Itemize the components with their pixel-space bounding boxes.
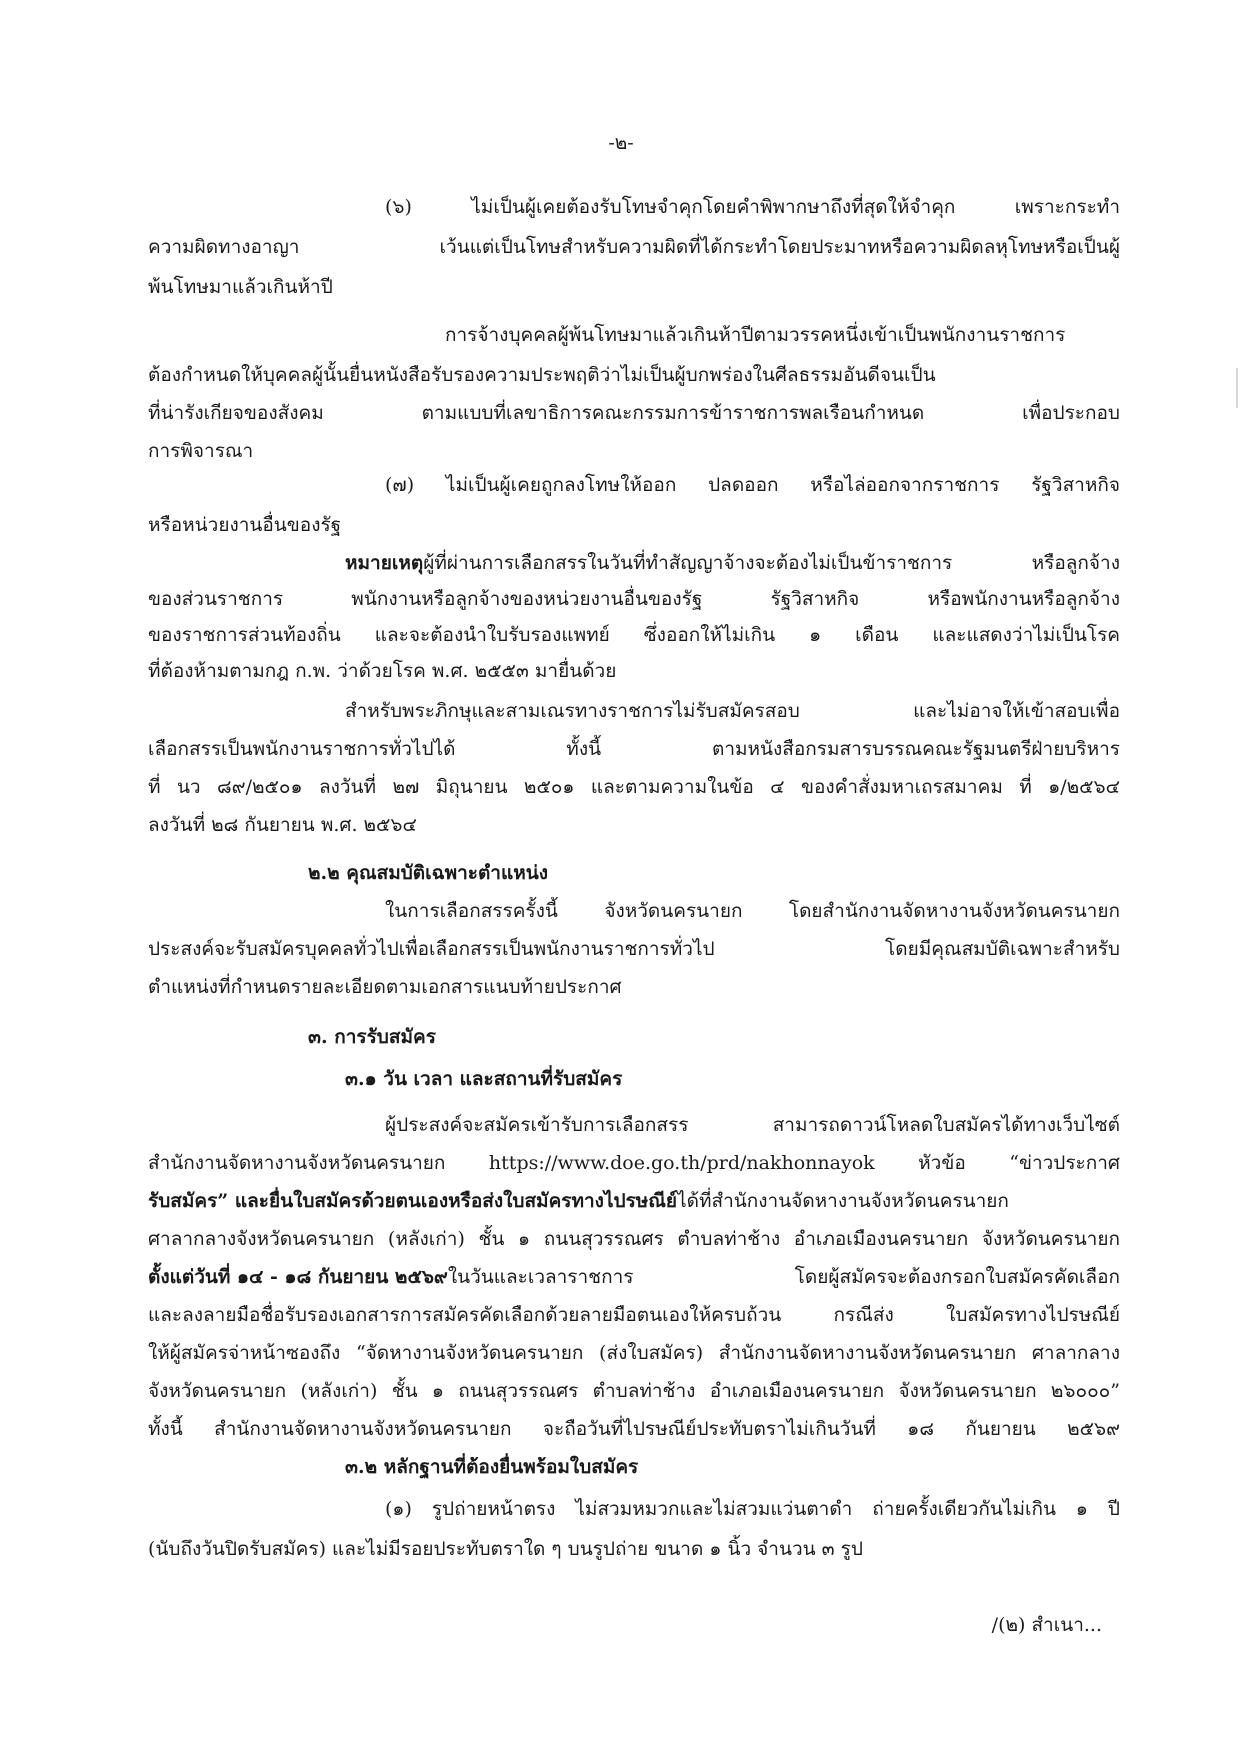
para6b-line4: การพิจารณา [148,440,254,462]
monk-line2: เลือกสรรเป็นพนักงานราชการทั่วไปได้ ทั้งนี้ ตามหนังสือกรมสารบรรณคณะรัฐมนตรีฝ่ายบริหาร [148,738,1120,760]
s22-line1: ในการเลือกสรรครั้งนี้ จังหวัดนครนายก โดยสำนักงานจัดหางานจังหวัดนครนายก [385,900,1120,922]
s31-line5 [148,1262,1120,1292]
s31-line5-dates: ตั้งแต่วันที่ ๑๔ - ๑๘ กันยายน ๒๕๖๙ [148,1266,448,1288]
s32-line2: (นับถึงวันปิดรับสมัคร) และไม่มีรอยประทับตราใด ๆ บนรูปถ่าย ขนาด ๑ นิ้ว จำนวน ๓ รูป [148,1538,863,1560]
para7-line2: หรือหน่วยงานอื่นของรัฐ [148,514,342,536]
para6-line3: พ้นโทษมาแล้วเกินห้าปี [148,276,333,298]
note-label: หมายเหตุ [345,552,424,574]
s31-line6: และลงลายมือชื่อรับรองเอกสารการสมัครคัดเลือกด้วยลายมือตนเองให้ครบถ้วน กรณีส่ง ใบสมัครทางไปรษณีย์ [148,1304,1120,1326]
s22-line3: ตำแหน่งที่กำหนดรายละเอียดตามเอกสารแนบท้ายประกาศ [148,976,622,998]
note-text: ผู้ที่ผ่านการเลือกสรรในวันที่ทำสัญญาจ้างจะต้องไม่เป็นข้าราชการ หรือลูกจ้าง [423,552,1120,574]
para6b-line1: การจ้างบุคคลผู้พ้นโทษมาแล้วเกินห้าปีตามวรรคหนึ่งเข้าเป็นพนักงานราชการ [445,324,1066,346]
s31-line5-rest: ในวันและเวลาราชการ โดยผู้สมัครจะต้องกรอกใบสมัครคัดเลือก [447,1266,1120,1288]
s31-line9: ทั้งนี้ สำนักงานจัดหางานจังหวัดนครนายก จะถือวันที่ไปรษณีย์ประทับตราไม่เกินวันที่ ๑๘ กันยายน ๒๕๖๙ [148,1418,1120,1440]
s31-line7: ให้ผู้สมัครจ่าหน้าซองถึง “จัดหางานจังหวัดนครนายก (ส่งใบสมัคร) สำนักงานจัดหางานจังหวัดนครนายก ศาลากลาง [148,1342,1120,1364]
para6b-line2: ต้องกำหนดให้บุคคลผู้นั้นยื่นหนังสือรับรองความประพฤติว่าไม่เป็นผู้บกพร่องในศีลธรรมอันดีจนเป็น [148,364,936,386]
page-number: -๒- [608,132,634,154]
s31-line3-b: ยื่นใบสมัครด้วยตนเองหรือส่งใบสมัครทางไปรษณีย์ [268,1190,678,1212]
para6b-line3: ที่น่ารังเกียจของสังคม ตามแบบที่เลขาธิการคณะกรรมการข้าราชการพลเรือนกำหนด เพื่อประกอบ [148,402,1120,424]
s31-line3-a: รับสมัคร” และ [148,1190,269,1212]
note-line1 [345,548,1120,578]
note-line4: ที่ต้องห้ามตามกฎ ก.พ. ว่าด้วยโรค พ.ศ. ๒๕๕๓ มายื่นด้วย [148,660,617,682]
s31-line4: ศาลากลางจังหวัดนครนายก (หลังเก่า) ชั้น ๑ ถนนสุวรรณศร ตำบลท่าช้าง อำเภอเมืองนครนายก จังหวัดนครนายก [148,1228,1120,1250]
para6-line1: (๖) ไม่เป็นผู้เคยต้องรับโทษจำคุกโดยคำพิพากษาถึงที่สุดให้จำคุก เพราะกระทำ [385,196,1120,218]
monk-line4: ลงวันที่ ๒๘ กันยายน พ.ศ. ๒๕๖๔ [148,814,417,836]
section-3-2-heading: ๓.๒ หลักฐานที่ต้องยื่นพร้อมใบสมัคร [345,1456,639,1478]
s31-line3-c: ได้ที่สำนักงานจัดหางานจังหวัดนครนายก [677,1190,1009,1212]
s22-line2: ประสงค์จะรับสมัครบุคคลทั่วไปเพื่อเลือกสรรเป็นพนักงานราชการทั่วไป โดยมีคุณสมบัติเฉพาะสำหรับ [148,938,1120,960]
continuation-footer: /(๒) สำเนา... [991,1614,1102,1636]
s31-line3 [148,1186,1120,1216]
note-line3: ของราชการส่วนท้องถิ่น และจะต้องนำใบรับรองแพทย์ ซึ่งออกให้ไม่เกิน ๑ เดือน และแสดงว่าไม่เป็นโรค [148,624,1120,646]
s31-line2: สำนักงานจัดหางานจังหวัดนครนายก https://www.doe.go.th/prd/nakhonnayok หัวข้อ “ข่าวประกาศ [148,1152,1120,1174]
s31-line8: จังหวัดนครนายก (หลังเก่า) ชั้น ๑ ถนนสุวรรณศร ตำบลท่าช้าง อำเภอเมืองนครนายก จังหวัดนครนายก ๒๖๐๐๐” [148,1380,1120,1402]
s32-line1: (๑) รูปถ่ายหน้าตรง ไม่สวมหมวกและไม่สวมแว่นตาดำ ถ่ายครั้งเดียวกันไม่เกิน ๑ ปี [385,1498,1120,1520]
monk-line1: สำหรับพระภิกษุและสามเณรทางราชการไม่รับสมัครสอบ และไม่อาจให้เข้าสอบเพื่อ [345,700,1120,722]
s31-line1: ผู้ประสงค์จะสมัครเข้ารับการเลือกสรร สามารถดาวน์โหลดใบสมัครได้ทางเว็บไซต์ [385,1114,1120,1136]
para7-line1: (๗) ไม่เป็นผู้เคยถูกลงโทษให้ออก ปลดออก หรือไล่ออกจากราชการ รัฐวิสาหกิจ [385,474,1120,496]
scan-artifact [1236,368,1238,408]
section-3-heading: ๓. การรับสมัคร [308,1026,436,1048]
section-2-2-heading: ๒.๒ คุณสมบัติเฉพาะตำแหน่ง [308,862,549,884]
para6-line2: ความผิดทางอาญา เว้นแต่เป็นโทษสำหรับความผิดที่ได้กระทำโดยประมาทหรือความผิดลหุโทษหรือเป็นผู้ [148,236,1120,258]
monk-line3: ที่ นว ๘๙/๒๕๐๑ ลงวันที่ ๒๗ มิถุนายน ๒๕๐๑ และตามความในข้อ ๔ ของคำสั่งมหาเถรสมาคม ที่ ๑/๒๕๖๔ [148,776,1120,798]
note-line2: ของส่วนราชการ พนักงานหรือลูกจ้างของหน่วยงานอื่นของรัฐ รัฐวิสาหกิจ หรือพนักงานหรือลูกจ้าง [148,588,1120,610]
section-3-1-heading: ๓.๑ วัน เวลา และสถานที่รับสมัคร [345,1068,623,1090]
